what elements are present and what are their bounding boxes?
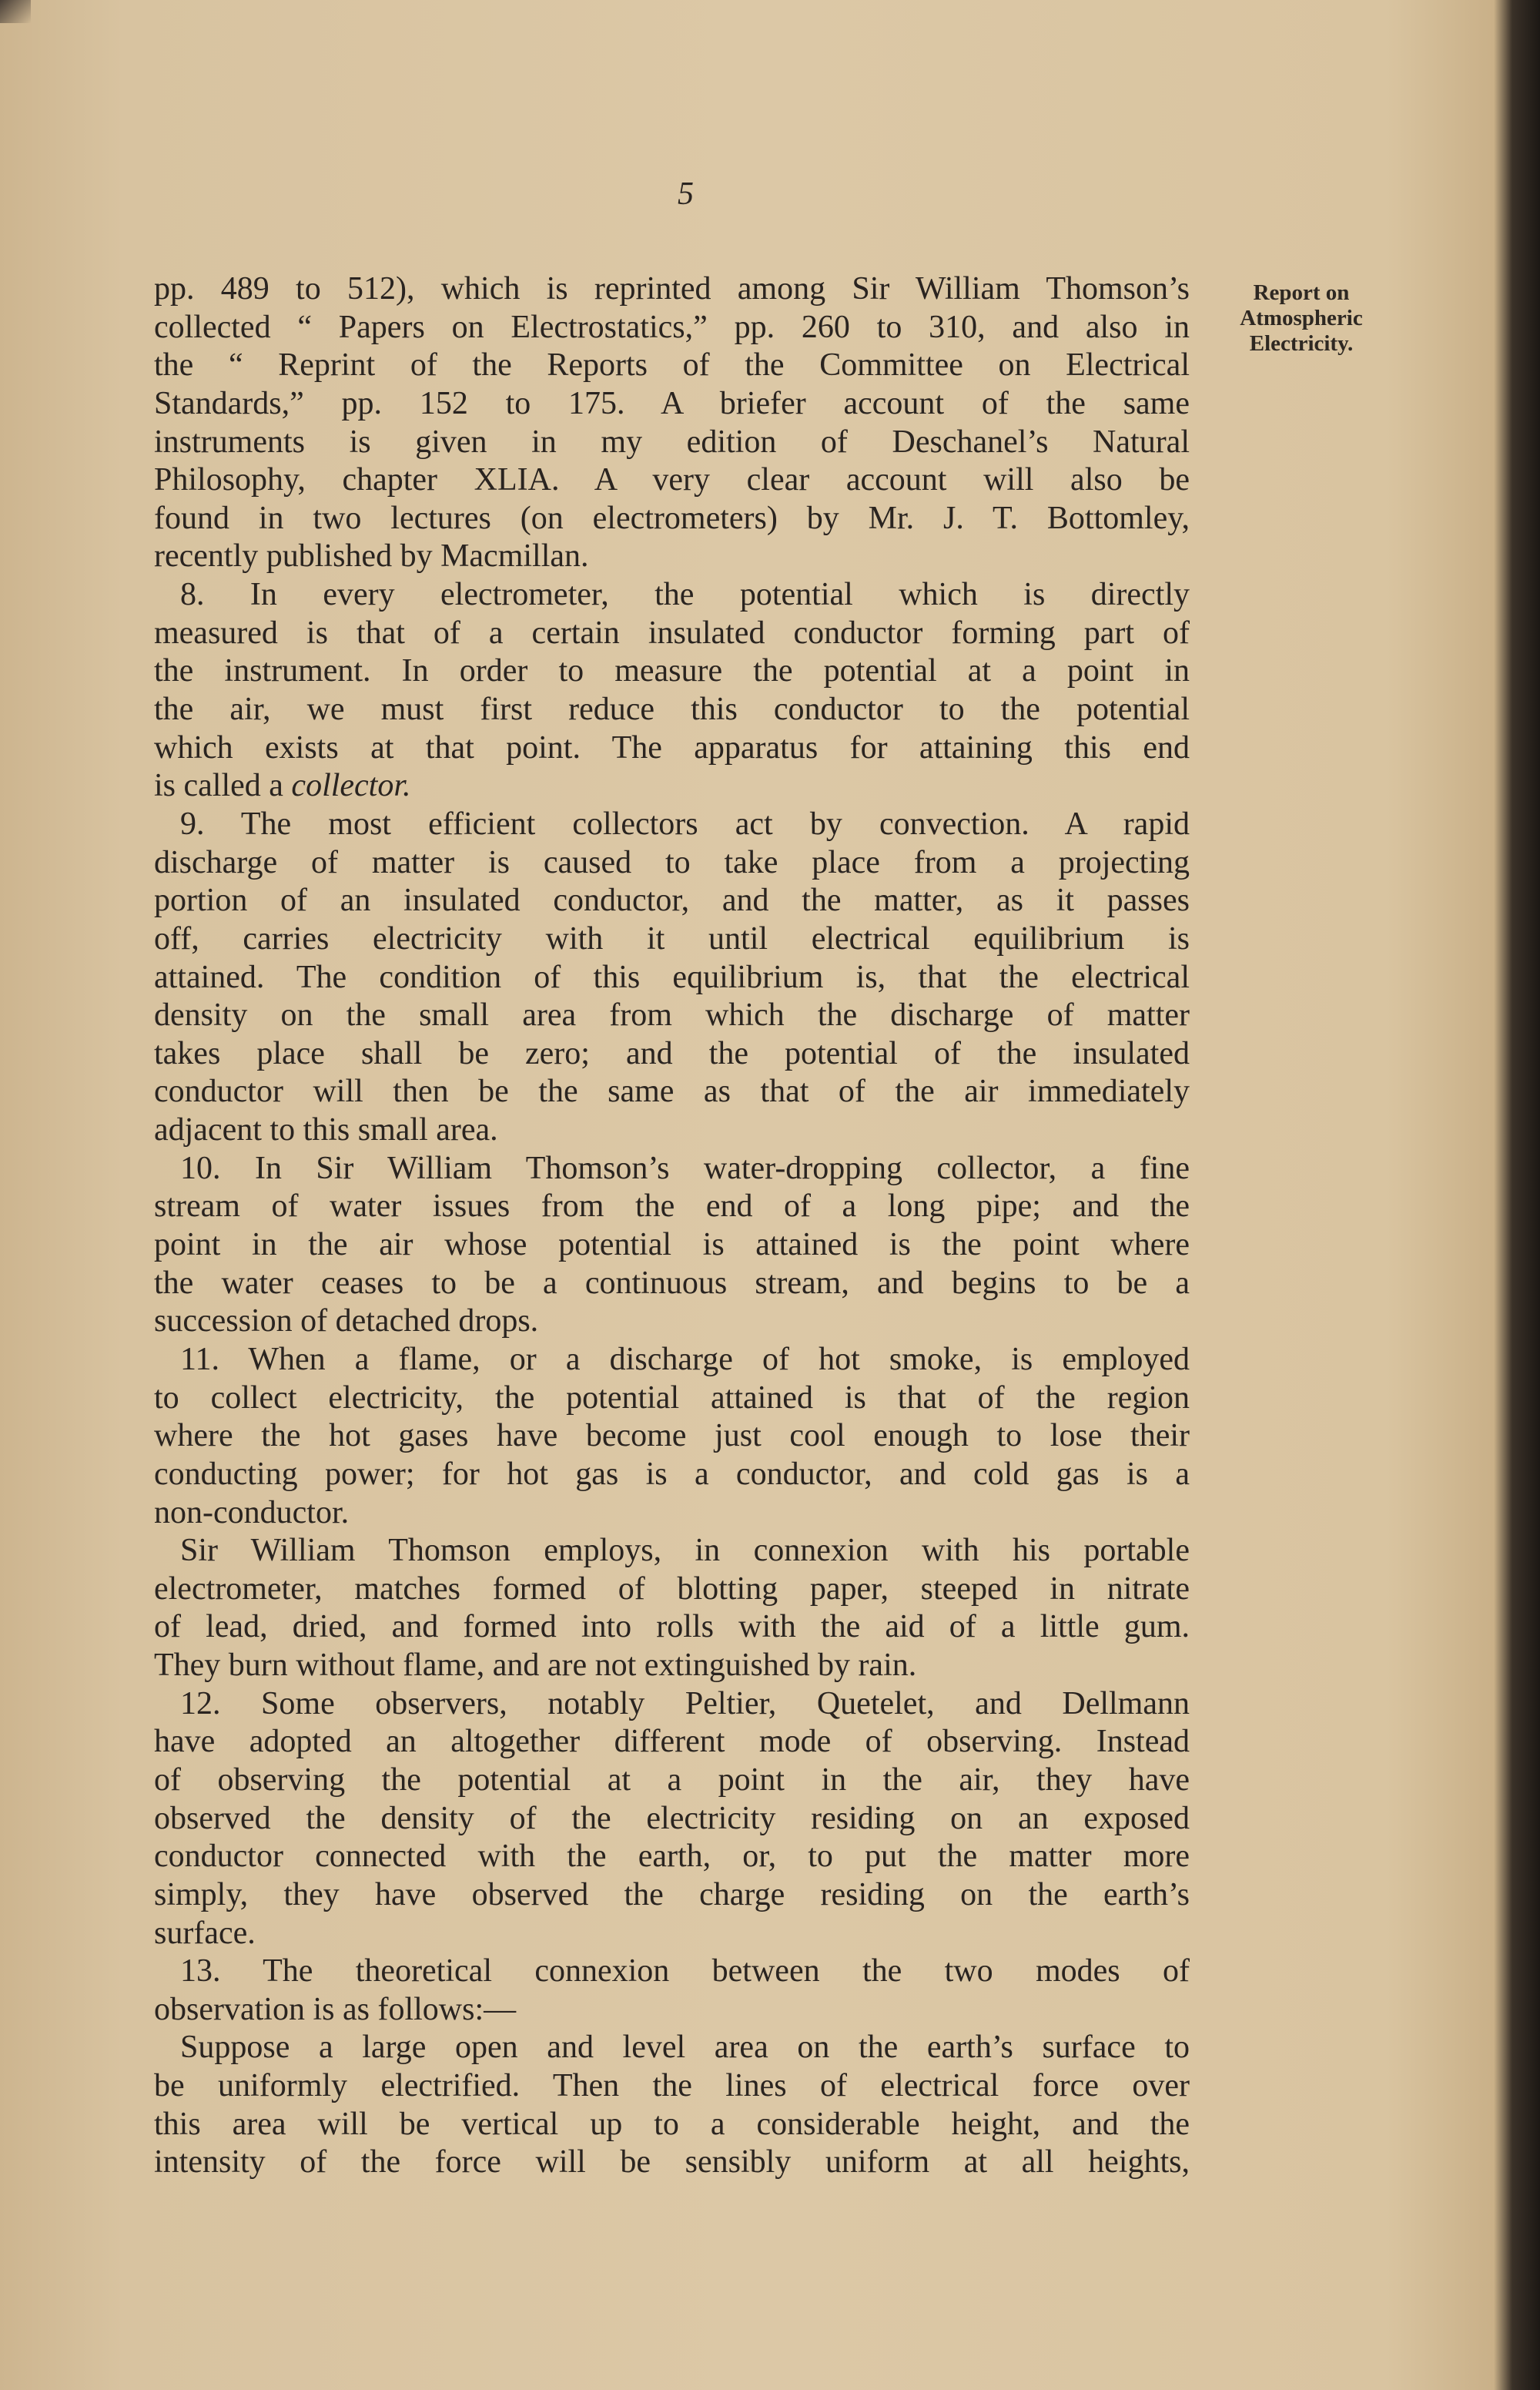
text-line — [154, 1341, 1190, 1379]
text-line-content: 8. In every electrometer, the potential which is directly — [180, 577, 1190, 613]
text-line-content: found in two lectures (on electrometers) by Mr. J. T. Bottomley, — [154, 500, 1190, 536]
text-line-content: which exists at that point. The apparatus for attaining this end — [154, 729, 1190, 766]
text-line — [154, 1800, 1190, 1839]
text-line-content: takes place shall be zero; and the potential of the insulated — [154, 1035, 1190, 1071]
text-line — [154, 882, 1190, 920]
text-line-content: stream of water issues from the end of a long pipe; and the — [154, 1188, 1190, 1225]
text-line-content: the “ Reprint of the Reports of the Committee on Electrical — [154, 347, 1190, 384]
text-line-content: They burn without flame, and are not extinguished by rain. — [154, 1648, 917, 1684]
text-line — [154, 652, 1190, 691]
text-line-content: Philosophy, chapter XLIA. A very clear account will also be — [154, 462, 1190, 498]
text-line-content: this area will be vertical up to a considerable height, and the — [154, 2106, 1190, 2142]
text-line — [154, 1570, 1190, 1609]
text-line — [154, 1953, 1190, 1991]
text-line-content: adjacent to this small area. — [154, 1112, 498, 1148]
body-text — [154, 270, 1190, 2182]
text-line-content: conductor connected with the earth, or, to put the matter more — [154, 1839, 1190, 1875]
margin-note-line: Report on — [1253, 280, 1350, 305]
text-line — [154, 1379, 1190, 1418]
text-line-content: non-conductor. — [154, 1494, 350, 1530]
text-line-content: the air, we must first reduce this conductor to the potential — [154, 692, 1190, 728]
text-line-content: 12. Some observers, notably Peltier, Quetelet, and Dellmann — [180, 1685, 1190, 1721]
text-line — [154, 1991, 1190, 2030]
text-line-content: the water ceases to be a continuous stream, and begins to be a — [154, 1265, 1190, 1301]
text-line-content: to collect electricity, the potential attained is that of the region — [154, 1379, 1190, 1416]
text-line — [154, 500, 1190, 538]
text-line-content: 9. The most efficient collectors act by convection. A rapid — [180, 806, 1190, 842]
text-line-content: 13. The theoretical connexion between the two modes of — [180, 1953, 1190, 1989]
text-line — [154, 1417, 1190, 1456]
text-line-content: pp. 489 to 512), which is reprinted among Sir William Thomson’s — [154, 271, 1190, 307]
text-line-content: attained. The condition of this equilibrium is, that the electrical — [154, 959, 1190, 995]
text-line — [154, 1073, 1190, 1111]
text-line — [154, 1608, 1190, 1647]
text-line — [154, 959, 1190, 997]
text-line-content: of observing the potential at a point in the air, they have — [154, 1761, 1190, 1798]
text-line-content: of lead, dried, and formed into rolls with the aid of a little gum. — [154, 1609, 1190, 1645]
margin-note — [1220, 280, 1382, 357]
text-line — [154, 615, 1190, 653]
text-line-content: point in the air whose potential is attained is the point where — [154, 1227, 1190, 1263]
text-line — [154, 2144, 1190, 2182]
text-line — [154, 1647, 1190, 1685]
text-line-content: 10. In Sir William Thomson’s water-dropping collector, a fine — [180, 1150, 1190, 1186]
text-line — [154, 270, 1190, 309]
margin-note-line: Electricity. — [1249, 331, 1354, 356]
text-line — [154, 997, 1190, 1035]
text-line — [154, 1876, 1190, 1915]
text-line — [154, 920, 1190, 959]
text-line — [154, 691, 1190, 729]
text-line — [154, 1150, 1190, 1188]
text-line — [154, 1226, 1190, 1265]
text-line-content: measured is that of a certain insulated conductor forming part of — [154, 615, 1190, 651]
text-line — [154, 1265, 1190, 1303]
text-line-content: is called a — [154, 768, 292, 804]
text-line-content: observation is as follows:— — [154, 1991, 517, 2027]
text-line — [154, 767, 1190, 806]
text-line-content: observed the density of the electricity residing on an exposed — [154, 1800, 1190, 1836]
text-line — [154, 806, 1190, 844]
text-line — [154, 424, 1190, 462]
text-line-content: 11. When a flame, or a discharge of hot smoke, is employed — [180, 1341, 1190, 1377]
text-line — [154, 729, 1190, 768]
text-line-content: Suppose a large open and level area on the earth’s surface to — [180, 2030, 1190, 2066]
text-line-content: where the hot gases have become just cool enough to lose their — [154, 1418, 1190, 1454]
text-line-content: have adopted an altogether different mode of observing. Instead — [154, 1724, 1190, 1760]
text-line-content: electrometer, matches formed of blotting paper, steeped in nitrate — [154, 1570, 1190, 1607]
text-line-content: instruments is given in my edition of Deschanel’s Natural — [154, 424, 1190, 460]
text-line — [154, 309, 1190, 347]
text-line — [154, 1188, 1190, 1226]
text-line-content: discharge of matter is caused to take place from a projecting — [154, 844, 1190, 880]
text-line — [154, 461, 1190, 500]
text-line — [154, 1838, 1190, 1876]
text-line — [154, 2067, 1190, 2106]
text-line — [154, 1723, 1190, 1761]
text-line-content: Standards,” pp. 152 to 175. A briefer account of the same — [154, 385, 1190, 421]
text-line — [154, 1532, 1190, 1570]
text-line-content: conductor will then be the same as that of the air immediately — [154, 1074, 1190, 1110]
text-line — [154, 1494, 1190, 1533]
text-line — [154, 1685, 1190, 1724]
text-line-content: portion of an insulated conductor, and the matter, as it passes — [154, 883, 1190, 919]
text-line-content: density on the small area from which the discharge of matter — [154, 997, 1190, 1034]
text-line-content: the instrument. In order to measure the potential at a point in — [154, 653, 1190, 689]
text-line — [154, 538, 1190, 576]
page-number: 5 — [678, 176, 694, 212]
scan-corner-shadow — [0, 0, 31, 23]
text-line-content: conducting power; for hot gas is a conductor, and cold gas is a — [154, 1456, 1190, 1492]
text-line — [154, 2029, 1190, 2067]
text-line — [154, 1111, 1190, 1150]
text-line — [154, 1456, 1190, 1494]
text-line-content: collected “ Papers on Electrostatics,” pp. 260 to 310, and also in — [154, 309, 1190, 345]
text-line-content: be uniformly electrified. Then the lines of electrical force over — [154, 2068, 1190, 2104]
text-line-content: Sir William Thomson employs, in connexion with his portable — [180, 1533, 1190, 1569]
text-line-content: intensity of the force will be sensibly uniform at all heights, — [154, 2144, 1190, 2180]
text-line — [154, 1915, 1190, 1953]
text-line — [154, 1302, 1190, 1341]
text-line-content: recently published by Macmillan. — [154, 538, 589, 575]
text-line — [154, 576, 1190, 615]
text-line-content: simply, they have observed the charge residing on the earth’s — [154, 1876, 1190, 1912]
text-line — [154, 844, 1190, 883]
text-line — [154, 1035, 1190, 1074]
text-line-content: surface. — [154, 1915, 256, 1951]
text-line — [154, 1761, 1190, 1800]
margin-note-line: Atmospheric — [1240, 306, 1363, 330]
text-line — [154, 385, 1190, 424]
text-line-content: off, carries electricity with it until electrical equilibrium is — [154, 920, 1190, 957]
text-line — [154, 347, 1190, 385]
text-line — [154, 2106, 1190, 2144]
italic-term: collector. — [291, 768, 411, 804]
text-line-content: succession of detached drops. — [154, 1303, 539, 1339]
